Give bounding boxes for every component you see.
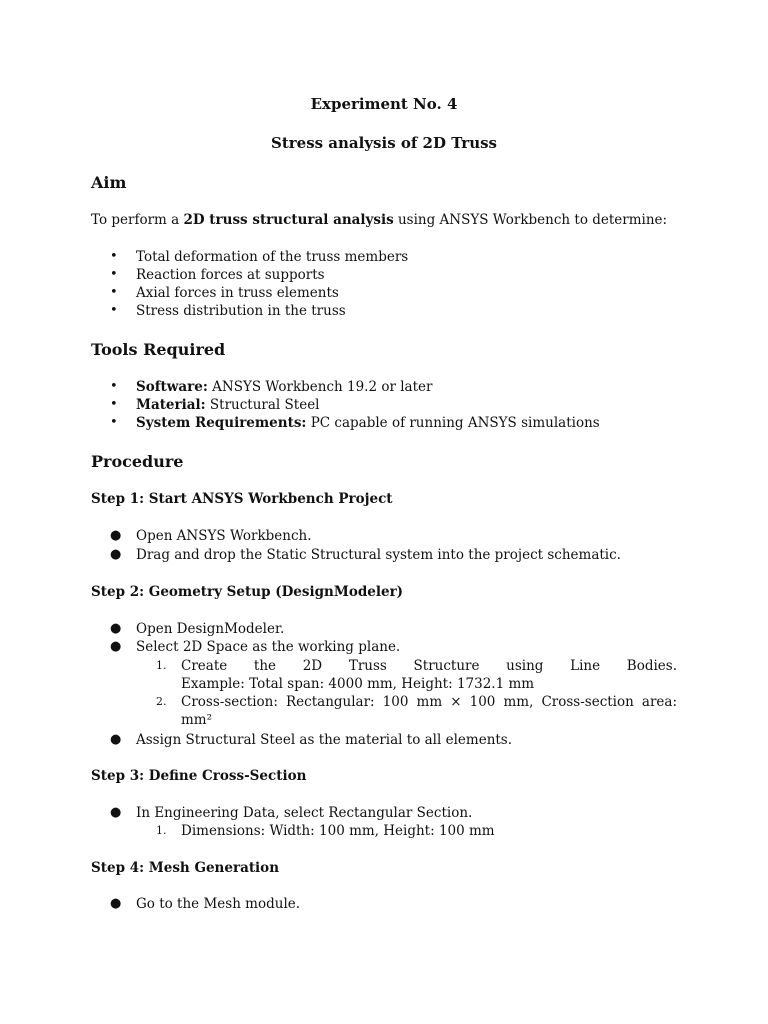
list-number: 1. (156, 824, 167, 837)
tool-label: System Requirements: (136, 415, 307, 431)
list-number: 1. (156, 659, 167, 672)
step3-title: Step 3: Define Cross-Section (91, 768, 307, 784)
numbered-item-text: Cross-section: Rectangular: 100 mm × 100 mm, Cross-section area: (181, 694, 677, 710)
numbered-item-line: Example: Total span: 4000 mm, Height: 1732.1 mm (181, 676, 535, 692)
aim-heading: Aim (91, 173, 127, 192)
bullet-icon: • (110, 379, 118, 394)
tool-value: PC capable of running ANSYS simulations (306, 415, 600, 431)
tools-heading: Tools Required (91, 340, 226, 359)
tool-value: ANSYS Workbench 19.2 or later (207, 379, 433, 395)
procedure-heading: Procedure (91, 452, 184, 471)
list-item: Axial forces in truss elements (136, 285, 339, 301)
document-title: Experiment No. 4 (310, 95, 458, 113)
bullet-icon: ● (110, 896, 122, 911)
aim-intro-pre: To perform a (91, 212, 184, 228)
numbered-item-text: Create the 2D Truss Structure using Line Bodies. (181, 658, 677, 674)
aim-intro-bold: 2D truss structural analysis (183, 212, 394, 228)
bullet-icon: • (110, 285, 118, 300)
bullet-icon: • (110, 415, 118, 430)
numbered-item-line (181, 657, 677, 676)
bullet-icon: • (110, 397, 118, 412)
list-item: Go to the Mesh module. (136, 896, 301, 912)
tool-label: Software: (136, 379, 208, 395)
bullet-icon: • (110, 267, 118, 282)
step2-title: Step 2: Geometry Setup (DesignModeler) (91, 584, 404, 600)
numbered-item-line: Dimensions: Width: 100 mm, Height: 100 mm (181, 823, 495, 839)
aim-intro-post: using ANSYS Workbench to determine: (393, 212, 668, 228)
list-item (136, 414, 681, 432)
bullet-icon: ● (110, 805, 122, 820)
list-item: Total deformation of the truss members (136, 249, 409, 265)
list-item: Reaction forces at supports (136, 267, 325, 283)
list-item (136, 396, 681, 414)
document-subtitle: Stress analysis of 2D Truss (270, 134, 497, 152)
list-item: Open ANSYS Workbench. (136, 528, 312, 544)
step4-title: Step 4: Mesh Generation (91, 860, 280, 876)
numbered-item-line: mm² (181, 712, 213, 728)
list-item: Assign Structural Steel as the material to all elements. (136, 732, 513, 748)
list-item: Select 2D Space as the working plane. (136, 639, 401, 655)
bullet-icon: ● (110, 547, 122, 562)
step1-title: Step 1: Start ANSYS Workbench Project (91, 491, 393, 507)
tool-value: Structural Steel (205, 397, 320, 413)
aim-intro (91, 211, 691, 229)
bullet-icon: ● (110, 639, 122, 654)
list-item (136, 378, 681, 396)
list-item: Open DesignModeler. (136, 621, 285, 637)
list-item: In Engineering Data, select Rectangular Section. (136, 805, 473, 821)
tool-label: Material: (136, 397, 206, 413)
bullet-icon: ● (110, 732, 122, 747)
bullet-icon: • (110, 303, 118, 318)
bullet-icon: ● (110, 621, 122, 636)
list-number: 2. (156, 695, 167, 708)
bullet-icon: • (110, 249, 118, 264)
bullet-icon: ● (110, 528, 122, 543)
list-item: Drag and drop the Static Structural system into the project schematic. (136, 547, 621, 563)
numbered-item-line (181, 693, 677, 712)
list-item: Stress distribution in the truss (136, 303, 346, 319)
